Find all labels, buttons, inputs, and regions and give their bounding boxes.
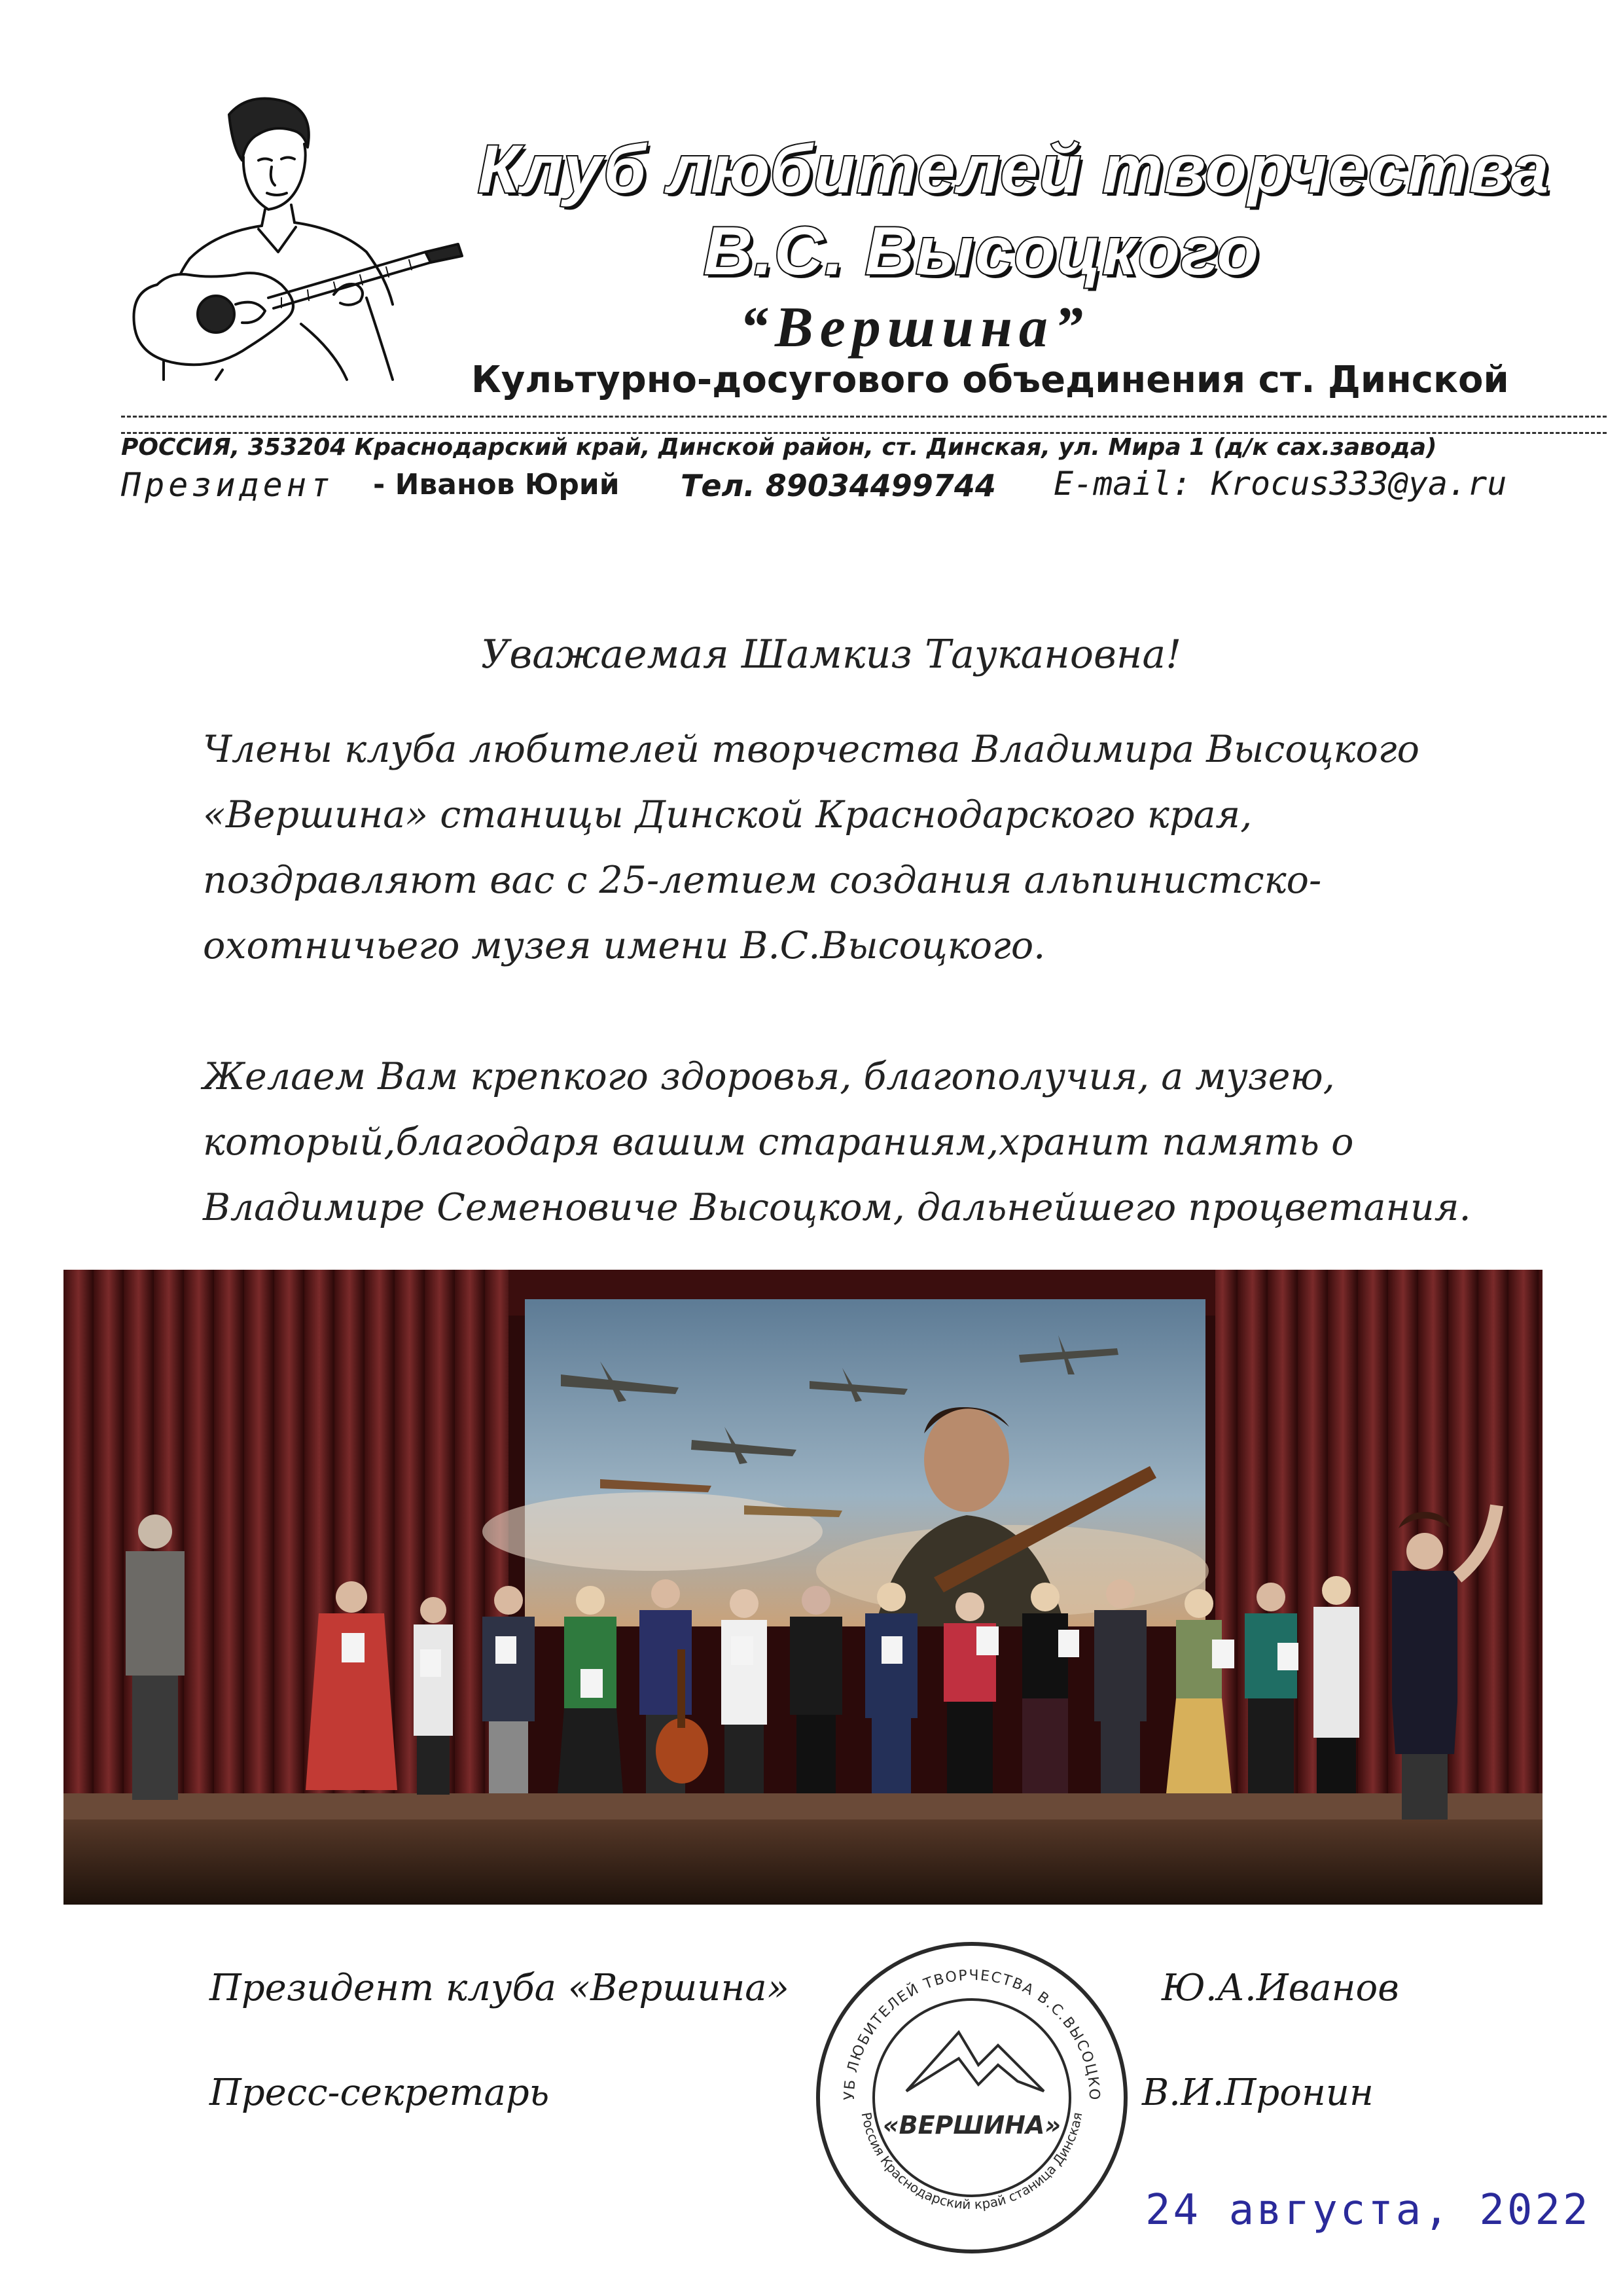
stamp-bottom-text: Россия Краснодарский край станица Динская	[858, 2111, 1086, 2213]
president-label: Президент	[121, 466, 334, 504]
press-secretary-name: В.И.Пронин	[1142, 2072, 1374, 2114]
club-subtitle: Культурно-досугового объединения ст. Динской	[471, 359, 1509, 401]
paragraph-line: охотничьего музея имени В.С.Высоцкого.	[203, 924, 1046, 967]
phone-number: Тел. 89034499744	[681, 468, 996, 503]
paragraph-wishes	[203, 1044, 1471, 1240]
club-title-line-1: Клуб любителей творчества	[478, 132, 1550, 207]
club-title-line-2: В.С. Высоцкого	[704, 213, 1260, 289]
paragraph-line: Владимире Семеновиче Высоцком, дальнейшего процветания.	[203, 1186, 1471, 1229]
paragraph-line: «Вершина» станицы Динской Краснодарского края,	[203, 793, 1253, 836]
paragraph-line: Желаем Вам крепкого здоровья, благополучия, а музею,	[203, 1055, 1335, 1098]
press-secretary-title: Пресс-секретарь	[209, 2072, 550, 2114]
club-name: “Вершина”	[740, 296, 1090, 359]
stage-group-photo	[63, 1270, 1543, 1905]
paragraph-line: который,благодаря вашим стараниям,хранит память о	[203, 1121, 1354, 1164]
greeting: Уважаемая Шамкиз Таукановна!	[481, 632, 1182, 677]
svg-text:КЛУБ ЛЮБИТЕЛЕЙ ТВОРЧЕСТВА В.С.	[808, 1934, 1102, 2102]
header-divider	[121, 416, 1607, 418]
stamp-outer-text: УБ ЛЮБИТЕЛЕЙ ТВОРЧЕСТВА В.С.ВЫСОЦКО	[841, 1967, 1103, 2102]
paragraph-congratulations	[203, 717, 1419, 978]
postal-address: РОССИЯ, 353204 Краснодарский край, Динской район, ст. Динская, ул. Мира 1 (д/к сах.завода)	[121, 434, 1437, 461]
stamp-center-text: «ВЕРШИНА»	[882, 2111, 1061, 2140]
president-signature-name: Ю.А.Иванов	[1162, 1967, 1399, 2009]
guitarist-portrait-icon	[118, 88, 471, 383]
handwritten-date: 24 августа, 2022	[1145, 2186, 1591, 2234]
president-name: - Иванов Юрий	[373, 468, 620, 501]
paragraph-line: поздравляют вас с 25-летием создания альпинистско-	[203, 859, 1322, 902]
email-address: E-mail: Krocus333@ya.ru	[1054, 465, 1507, 503]
president-title: Президент клуба «Вершина»	[209, 1967, 789, 2009]
club-stamp	[808, 1934, 1135, 2261]
paragraph-line: Члены клуба любителей творчества Владимира Высоцкого	[203, 728, 1419, 771]
mountain-icon	[906, 2032, 1044, 2091]
